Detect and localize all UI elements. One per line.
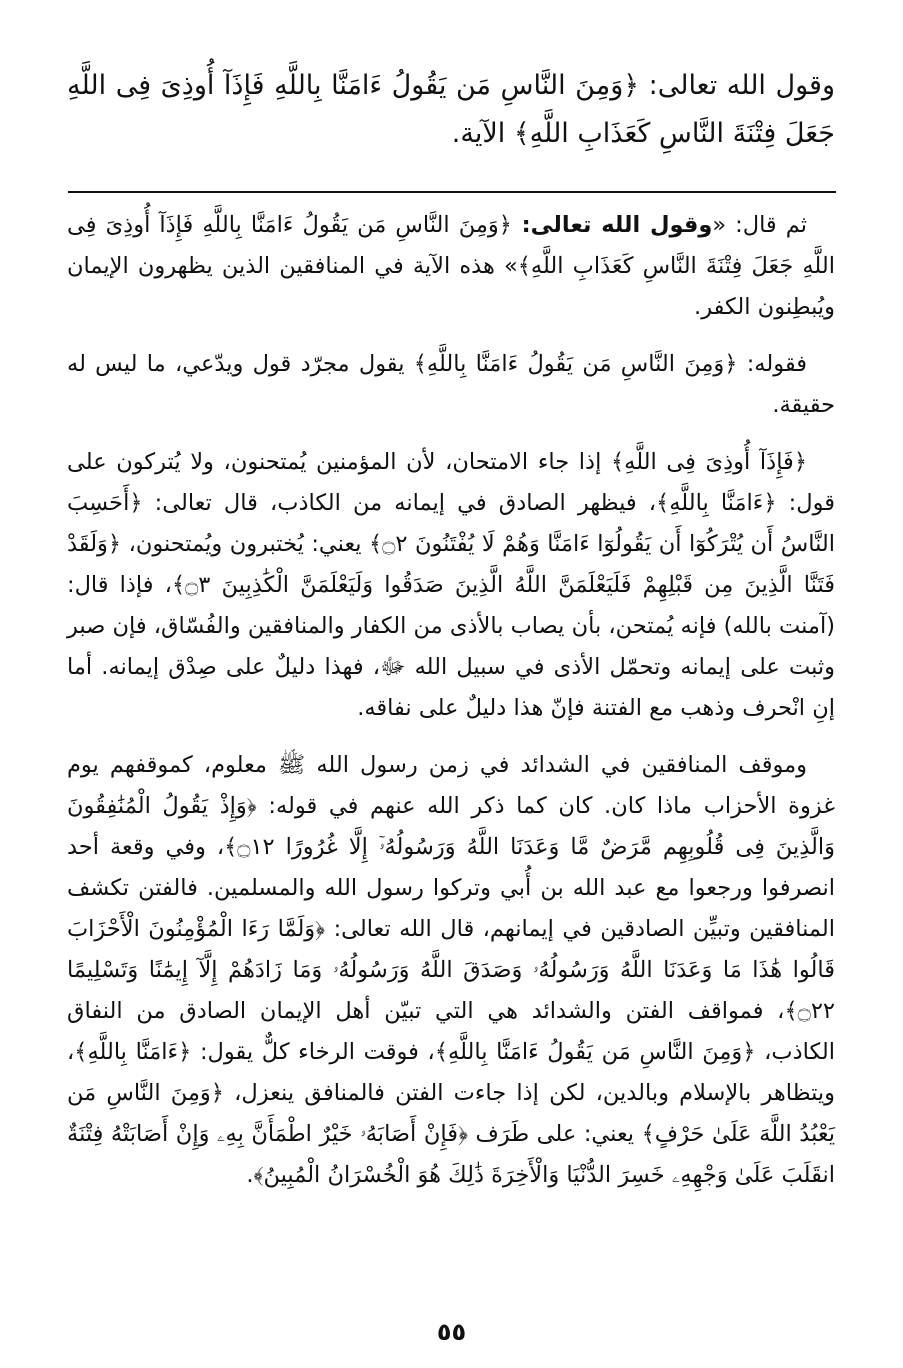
paragraph-2 xyxy=(67,344,835,426)
text: فقوله: xyxy=(737,351,807,377)
text: ، فيظهر الصادق في إيمانه من الكاذب، قال تعالى: xyxy=(142,490,657,516)
text: » هذه الآية في المنافقين الذين يظهرون الإيمان ويُبطِنون الكفر. xyxy=(67,253,835,320)
quran-verse: ﴿وَلَمَّا رَءَا الْمُؤْمِنُونَ الْأَحْزَابَ قَالُوا هَٰذَا مَا وَعَدَنَا اللَّهُ وَرَسُولُهُۥ وَصَدَقَ اللَّهُ وَرَسُولُهُۥ وَمَا زَادَهُمْ إِلَّآ إِيمَٰنًا وَتَسْلِيمًا ۝٢٢﴾ xyxy=(67,916,835,1024)
quran-verse: ﴿وَمِنَ النَّاسِ مَن يَقُولُ ءَامَنَّا بِاللَّهِ﴾ xyxy=(413,351,738,377)
quran-verse: ﴿ءَامَنَّا بِاللَّهِ﴾ xyxy=(74,1039,192,1065)
text: ، ويتظاهر بالإسلام وبالدين، لكن إذا جاءت الفتن فالمنافق ينعزل، xyxy=(67,1039,835,1106)
text: ، فإذا قال: (آمنت بالله) فإنه يُمتحن، بأن يصاب بالأذى من الكفار والمنافقين والفُسّاق، فإن صبر وثبت على إيمانه وتحمّل الأذى في سبيل الله ﷻ، فهذا دليلٌ على صِدْق إيمانه. أما إنِ انْحرف وذهب مع الفتنة فإنّ هذا دليلٌ على نفاقه. xyxy=(67,572,835,721)
quran-verse: ﴿فَإِنْ أَصَابَهُۥ خَيْرٌ اطْمَأَنَّ بِهِۦ وَإِنْ أَصَابَتْهُ فِتْنَةٌ انقَلَبَ عَلَىٰ وَجْهِهِۦ خَسِرَ الدُّنْيَا وَالْأَخِرَةَ ذَٰلِكَ هُوَ الْخُسْرَانُ الْمُبِينُ﴾ xyxy=(67,1121,835,1188)
paragraph-4 xyxy=(67,745,835,1196)
text: إذا جاء الامتحان، لأن المؤمنين يُمتحنون، ولا يُتركون على قول: xyxy=(67,449,835,516)
text: ، وفي وقعة أحد انصرفوا ورجعوا مع عبد الله بن أُبي وتركوا رسول الله والمسلمين. فالفتن تكشف المنافقين وتبيِّن الصادقين في إيمانهم، قال الله تعالى: xyxy=(67,834,835,942)
quran-verse: ﴿ءَامَنَّا بِاللَّهِ﴾ xyxy=(656,490,777,516)
text: يقول مجرّد قول ويدّعي، ما ليس له حقيقة. xyxy=(67,351,835,418)
quran-verse: ﴿وَمِنَ النَّاسِ مَن يَقُولُ ءَامَنَّا بِاللَّهِ فَإِذَآ أُوذِىَ فِى اللَّهِ جَعَلَ فِتْنَةَ النَّاسِ كَعَذَابِ اللَّهِ﴾ xyxy=(67,212,835,279)
quran-verse: ﴿فَإِذَآ أُوذِىَ فِى اللَّهِ﴾ xyxy=(610,449,807,475)
text: ثم قال: « xyxy=(712,212,807,238)
quran-verse: ﴿وَمِنَ النَّاسِ مَن يَقُولُ ءَامَنَّا بِاللَّهِ﴾ xyxy=(434,1039,756,1065)
text: ، فمواقف الفتن والشدائد هي التي تبيّن أهل الإيمان الصادق من النفاق الكاذب، xyxy=(67,998,835,1065)
text: ، فوقت الرخاء كلٌّ يقول: xyxy=(191,1039,435,1065)
separator-line xyxy=(68,191,836,193)
bold-heading: وقول الله تعالى: xyxy=(511,212,713,238)
text: . xyxy=(246,1162,254,1188)
paragraph-3 xyxy=(67,442,835,729)
text: وموقف المنافقين في الشدائد في زمن رسول الله ﷺ معلوم، كموقفهم يوم غزوة الأحزاب ماذا كان. كان كما ذكر الله عنهم في قوله: xyxy=(67,752,835,819)
commentary-block xyxy=(67,205,835,1212)
quran-verse: ﴿وَمِنَ النَّاسِ مَن يَقُولُ ءَامَنَّا بِاللَّهِ فَإِذَآ أُوذِىَ فِى اللَّهِ جَعَلَ فِتْنَةَ النَّاسِ كَعَذَابِ اللَّهِ﴾ xyxy=(67,70,835,149)
text: يعني: على طَرَف xyxy=(467,1121,642,1147)
quran-verse: ﴿وَمِنَ النَّاسِ مَن يَعْبُدُ اللَّهَ عَلَىٰ حَرْفٍ﴾ xyxy=(67,1080,836,1147)
matn-lead: وقول الله تعالى: xyxy=(639,70,835,101)
quran-verse: ﴿أَحَسِبَ النَّاسُ أَن يُتْرَكُوٓا أَن يَقُولُوٓا ءَامَنَّا وَهُمْ لَا يُفْتَنُونَ ۝٢﴾ xyxy=(67,490,835,557)
page-number: ٥٥ xyxy=(436,1318,467,1346)
main-text-block xyxy=(67,62,835,158)
matn-tail: الآية. xyxy=(451,118,514,149)
paragraph-1 xyxy=(67,205,835,328)
quran-verse: ﴿وَلَقَدْ فَتَنَّا الَّذِينَ مِن قَبْلِهِمْ فَلَيَعْلَمَنَّ اللَّهُ الَّذِينَ صَدَقُوا وَلَيَعْلَمَنَّ الْكَٰذِبِينَ ۝٣﴾ xyxy=(67,531,835,598)
text: يعني: يُختبرون ويُمتحنون، xyxy=(121,531,370,557)
quran-verse: ﴿وَإِذْ يَقُولُ الْمُنَٰفِقُونَ وَالَّذِينَ فِى قُلُوبِهِم مَّرَضٌ مَّا وَعَدَنَا اللَّهُ وَرَسُولُهُۥٓ إِلَّا غُرُورًا ۝١٢﴾ xyxy=(67,793,835,860)
